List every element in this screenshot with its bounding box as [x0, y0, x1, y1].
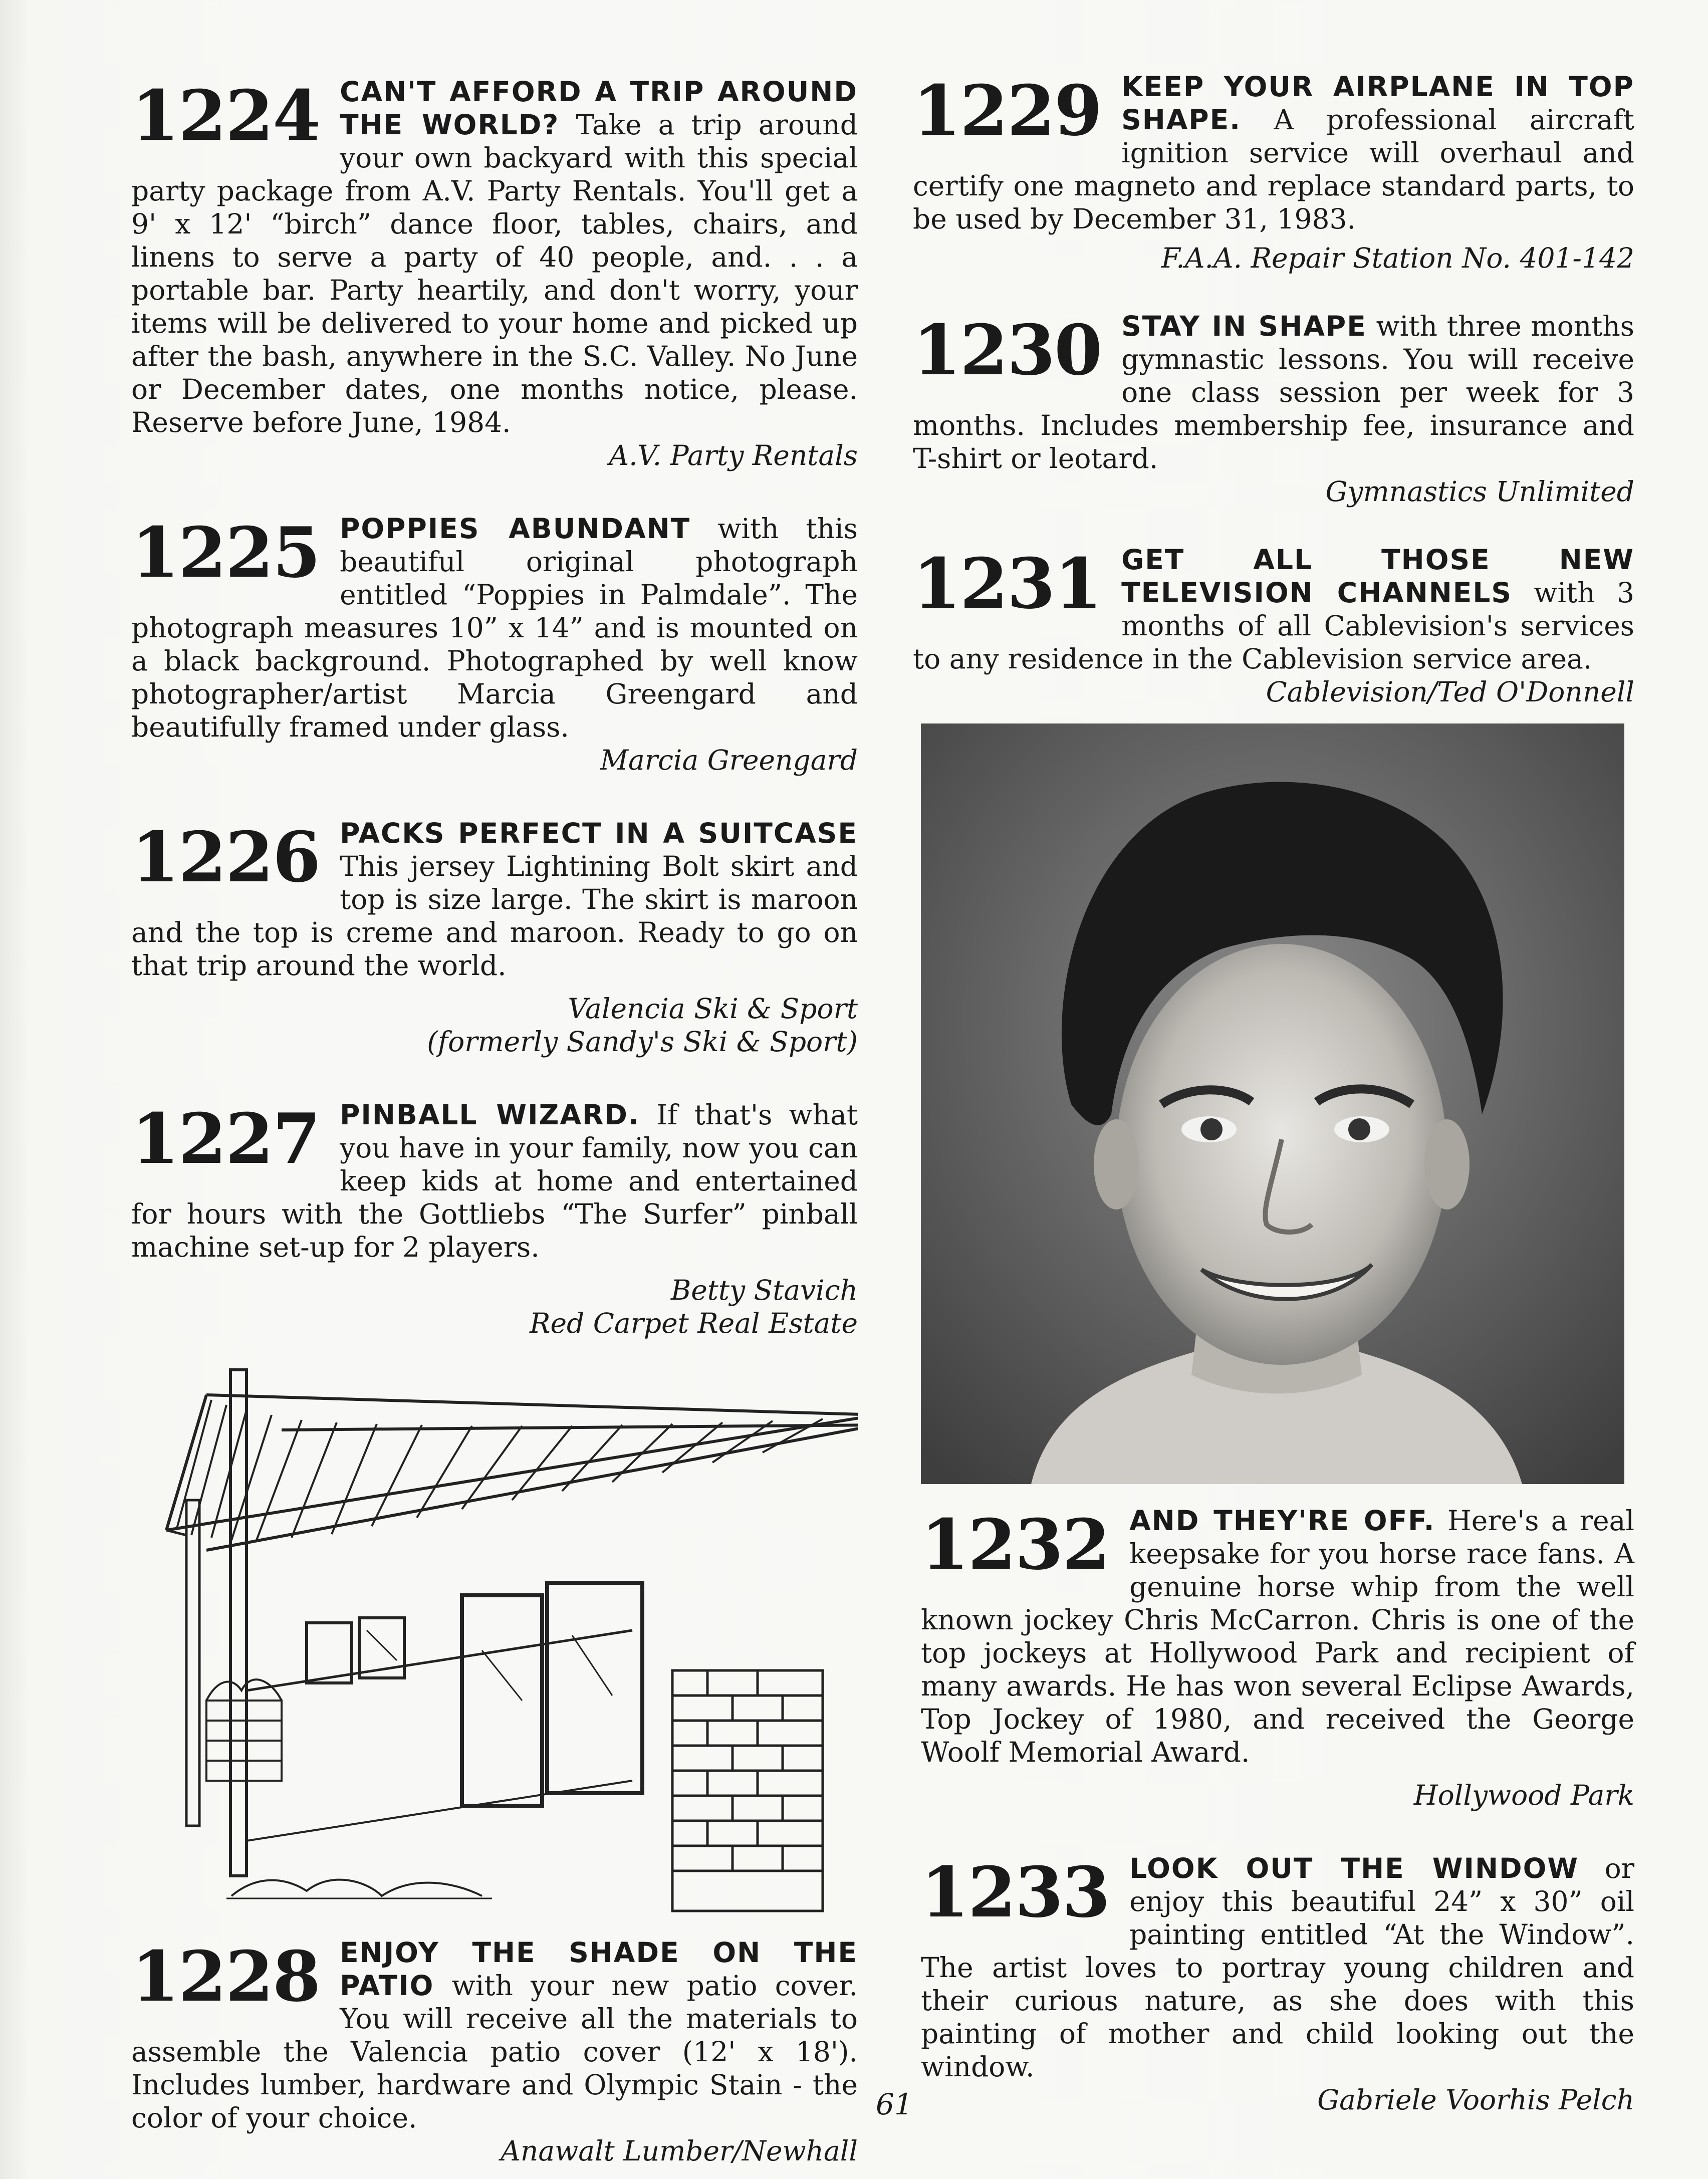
auction-item-1231 [913, 543, 1634, 708]
item-donor: Marcia Greengard [600, 744, 858, 776]
item-number: 1230 [913, 309, 1102, 391]
item-donor: A.V. Party Rentals [609, 439, 858, 471]
item-description: or enjoy this beautiful 24” x 30” oil painting entitled “At the Window”. The artist loves to portray young children and their curious nature, as she does with this painting of mother and child looking out the window. [921, 1852, 1634, 2083]
item-headline: STAY IN SHAPE [1121, 310, 1367, 342]
item-headline: LOOK OUT THE WINDOW [1129, 1852, 1579, 1884]
jockey-portrait-photo [921, 723, 1624, 1484]
item-description: Here's a real keepsake for you horse race fans. A genuine horse whip from the well known jockey Chris McCarron. Chris is one of the top jockeys at Hollywood Park and recipient of many awards. He has won several Eclipse Awards, Top Jockey of 1980, and received the George Woolf Memorial Award. [921, 1505, 1634, 1768]
item-number: 1225 [131, 512, 320, 593]
item-number: 1229 [913, 70, 1102, 151]
item-number: 1233 [921, 1851, 1110, 1933]
item-headline: AND THEY'RE OFF. [1129, 1505, 1435, 1537]
auction-item-1225 [131, 512, 858, 777]
item-description: This jersey Lightining Bolt skirt and top is size large. The skirt is maroon and the top is creme and maroon. Ready to go on that trip around the world. [131, 850, 858, 982]
item-headline: GET ALL THOSE NEW TELEVISION CHANNELS [1121, 544, 1634, 609]
item-description: with 3 months of all Cablevision's services to any residence in the Cablevision service area. [913, 577, 1635, 675]
item-description: with three months gymnastic lessons. You will receive one class session per week for 3 months. Includes membership fee, insurance and T-shirt or leotard. [913, 310, 1634, 474]
auction-item-1229 [913, 70, 1634, 275]
auction-item-1232 [913, 1504, 1634, 1812]
item-description: A professional aircraft ignition service will overhaul and certify one magneto and replace standard parts, to be used by December 31, 1983. [913, 104, 1634, 235]
item-description: If that's what you have in your family, now you can keep kids at home and entertained for hours with the Gottliebs “The Surfer” pinball machine set-up for 2 players. [131, 1099, 858, 1263]
item-donor: Betty Stavich [670, 1274, 858, 1306]
item-number: 1232 [921, 1504, 1110, 1585]
page-number: 61 [876, 2087, 913, 2121]
item-donor-note: (formerly Sandy's Ski & Sport) [427, 1026, 858, 1058]
item-donor: Anawalt Lumber/Newhall [501, 2135, 858, 2167]
auction-item-1226 [131, 817, 858, 1058]
auction-item-1227 [131, 1098, 858, 1340]
item-description: with your new patio cover. You will receive all the materials to assemble the Valencia patio cover (12' x 18'). Includes lumber, hardware and Olympic Stain - the color of your choice. [131, 1970, 858, 2134]
item-description: Take a trip around your own backyard with this special party package from A.V. Party Rentals. You'll get a 9' x 12' “birch” dance floor, tables, chairs, and linens to serve a party of 40 people, and. . . a portable bar. Party heartily, and don't worry, your items will be delivered to your home and picked up after the bash, anywhere in the S.C. Valley. No June or December dates, one months notice, please. Reserve before June, 1984. [131, 109, 858, 438]
right-column [913, 70, 1634, 2116]
item-donor-company: Red Carpet Real Estate [530, 1307, 858, 1339]
left-column [131, 75, 858, 2167]
item-headline: ENJOY THE SHADE ON THE PATIO [340, 1936, 858, 2002]
item-headline: PINBALL WIZARD. [340, 1099, 640, 1131]
item-number: 1228 [131, 1935, 320, 2017]
item-number: 1227 [131, 1098, 320, 1179]
patio-cover-illustration [131, 1350, 858, 1936]
auction-item-1224 [131, 75, 858, 472]
item-donor: Gymnastics Unlimited [1325, 475, 1634, 508]
item-headline: CAN'T AFFORD A TRIP AROUND THE WORLD? [340, 76, 858, 141]
item-number: 1226 [131, 816, 320, 898]
item-donor: Hollywood Park [1413, 1779, 1634, 1811]
item-headline: POPPIES ABUNDANT [340, 513, 691, 545]
item-donor: Cablevision/Ted O'Donnell [1266, 676, 1634, 708]
auction-item-1228 [131, 1936, 858, 2167]
item-number: 1231 [913, 543, 1102, 624]
auction-item-1233 [913, 1852, 1634, 2116]
item-number: 1224 [131, 75, 320, 156]
auction-item-1230 [913, 310, 1634, 508]
item-donor: F.A.A. Repair Station No. 401-142 [1161, 242, 1634, 274]
item-donor: Gabriele Voorhis Pelch [1317, 2084, 1634, 2116]
item-donor: Valencia Ski & Sport [568, 993, 858, 1025]
item-headline: KEEP YOUR AIRPLANE IN TOP SHAPE. [1121, 71, 1634, 136]
item-headline: PACKS PERFECT IN A SUITCASE [340, 817, 858, 849]
item-description: with this beautiful original photograph entitled “Poppies in Palmdale”. The photograph measures 10” x 14” and is mounted on a black background. Photographed by well know photographer/artist Marcia Greengard and beautifully framed under glass. [131, 513, 858, 743]
